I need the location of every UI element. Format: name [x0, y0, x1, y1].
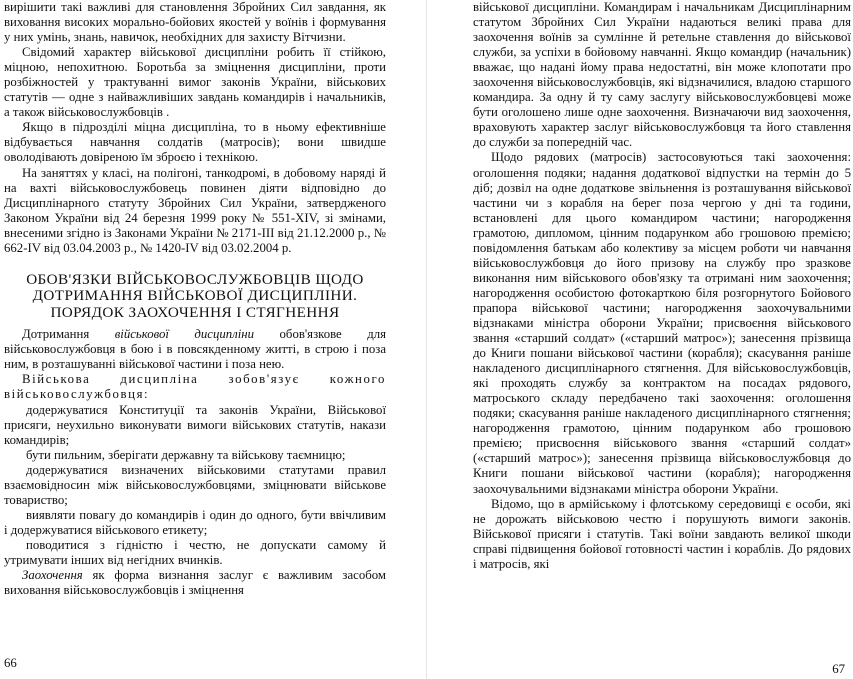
- left-page: [0, 0, 386, 679]
- paragraph-rest: обов'язкове для військовослужбовця в бою і в повсякденному житті, в строю і поза ним, в розташуванні військової частини і поза нею.: [4, 327, 386, 372]
- heading-line: ДОТРИМАННЯ ВІЙСЬКОВОЇ ДИСЦИПЛІНИ.: [32, 287, 358, 305]
- emphasized-term: Заохочення: [22, 568, 83, 583]
- list-item: виявляти повагу до командирів і один до одного, бути ввічливим і додержуватися військового етикету;: [4, 507, 386, 537]
- emphasized-term: військової дисципліни: [114, 327, 255, 342]
- right-page-text: [473, 0, 851, 572]
- paragraph: Свідомий характер військової дисципліни робить її стійкою, міцною, непохитною. Боротьба за зміцнення дисципліни, проти розбіжностей у трактуванні вимог законів України, військових статутів — одне з найважливіших завдань командирів і начальників, а також військовослужбовців .: [4, 45, 386, 120]
- right-page: [473, 0, 851, 679]
- paragraph: Щодо рядових (матросів) застосовуються такі заохочення: оголошення подяки; надання додаткової відпустки на термін до 5 діб; дозвіл на одне додаткове звільнення із розташування військової частини чи з корабля на берег поза чергою у дні та години, встановлені для цього командиром частини; нагородження грамотою, дипломом, цінним подарунком або грошовою премією; повідомлення батькам або колективу за місцем роботи чи навчання військовослужбовця до його призову на службу про зразкове виконання ним військового обов'язку та отримані ним заохочення; нагородження особистою фотокарткою біля розгорнутого Бойового прапора військової частини; нагородження заохочувальними відзнаками міністра оборони України; присвоєння військового звання «старший солдат» («старший матрос»); занесення прізвища до Книги пошани військової частини (корабля); скасування раніше накладеного дисциплінарного стягнення. Для військовослужбовців, які проходять службу за контрактом на посадах рядового, матроського складу передбачено такі заохочення: оголошення подяки; скасування раніше накладеного дисциплінарного стягнення; нагородження грамотою, цінним подарунком або грошовою премією; присвоєння військового звання «старший солдат» («старший матрос»); занесення прізвища військовослужбовця до Книги пошани військової частини (корабля); нагородження заохочувальними відзнаками міністра оборони України.: [473, 150, 851, 496]
- section-heading: [4, 272, 386, 322]
- paragraph: Якщо в підрозділі міцна дисципліна, то в ньому ефективніше відбувається навчання солдатів (матросів); вони швидше оволодівають довіреною їм зброєю і технікою.: [4, 120, 386, 165]
- list-item: додержуватися Конституції та законів України, Військової присяги, неухильно виконувати вимоги військових статутів, накази командирів;: [4, 402, 386, 447]
- paragraph-rest: як форма визнання заслуг є важливим засобом виховання військовослужбовців і зміцнення: [4, 568, 386, 598]
- paragraph: Відомо, що в армійському і флотському середовищі є особи, які не дорожать військовою честю і порушують вимоги законів. Військової присяги і статутів. Такі воїни завдають великої шкоди справі підвищення бойової готовності частин і кораблів. До рядових і матросів, які: [473, 496, 851, 571]
- left-page-text: [4, 0, 386, 598]
- list-item: бути пильним, зберігати державну та військову таємницю;: [26, 447, 346, 462]
- paragraph: військової дисципліни. Командирам і начальникам Дисциплінарним статутом Збройних Сил України надаються великі права для заохочення воїнів за сумлінне й ретельне ставлення до військової служби, за успіхи в бойовому навчанні. Якщо командир (начальник) вважає, що надані йому права недостатні, він може клопотати про заохочення військовослужбовців, які відзначилися, владою старшого командира. За одну й ту саму заслугу військовослужбовцеві може бути оголошено лише одне заохочення. Визначаючи вид заохочення, враховують характер заслуг військовослужбовця та його ставлення до служби за попередній час.: [473, 0, 851, 150]
- page-gutter: [426, 0, 427, 679]
- paragraph-lead: Дотримання: [22, 327, 115, 342]
- paragraph: Військова дисципліна зобов'язує кожного військовослужбовця:: [4, 372, 386, 402]
- heading-line: ПОРЯДОК ЗАОХОЧЕННЯ І СТЯГНЕННЯ: [50, 303, 340, 321]
- paragraph: вирішити такі важливі для становлення Збройних Сил завдання, як виховання високих морально-бойових якостей у воїнів і формування у них умінь, знань, навичок, необхідних для захисту Вітчизни.: [4, 0, 386, 45]
- list-item: додержуватися визначених військовими статутами правил взаємовідносин між військовослужбовцями, зміцнювати військове товариство;: [4, 462, 386, 507]
- page-number: 67: [832, 662, 845, 676]
- page-number: 66: [4, 656, 17, 670]
- paragraph: [4, 568, 386, 598]
- paragraph: [4, 327, 386, 372]
- paragraph: На заняттях у класі, на полігоні, танкодромі, в добовому наряді й на вахті військовослужбовець повинен діяти відповідно до Дисциплінарного статуту Збройних Сил України, затвердженого Законом України від 24 березня 1999 року № 551-ХIV, зі змінами, внесеними згідно із Законами України № 2171-III від 21.12.2000 р., № 662-IV від 03.04.2003 р., № 1420-IV від 03.02.2004 р.: [4, 165, 386, 255]
- heading-line: ОБОВ'ЯЗКИ ВІЙСЬКОВОСЛУЖБОВЦІВ ЩОДО: [26, 270, 364, 288]
- list-item: поводитися з гідністю і честю, не допускати самому й утримувати інших від негідних вчинків.: [4, 537, 386, 567]
